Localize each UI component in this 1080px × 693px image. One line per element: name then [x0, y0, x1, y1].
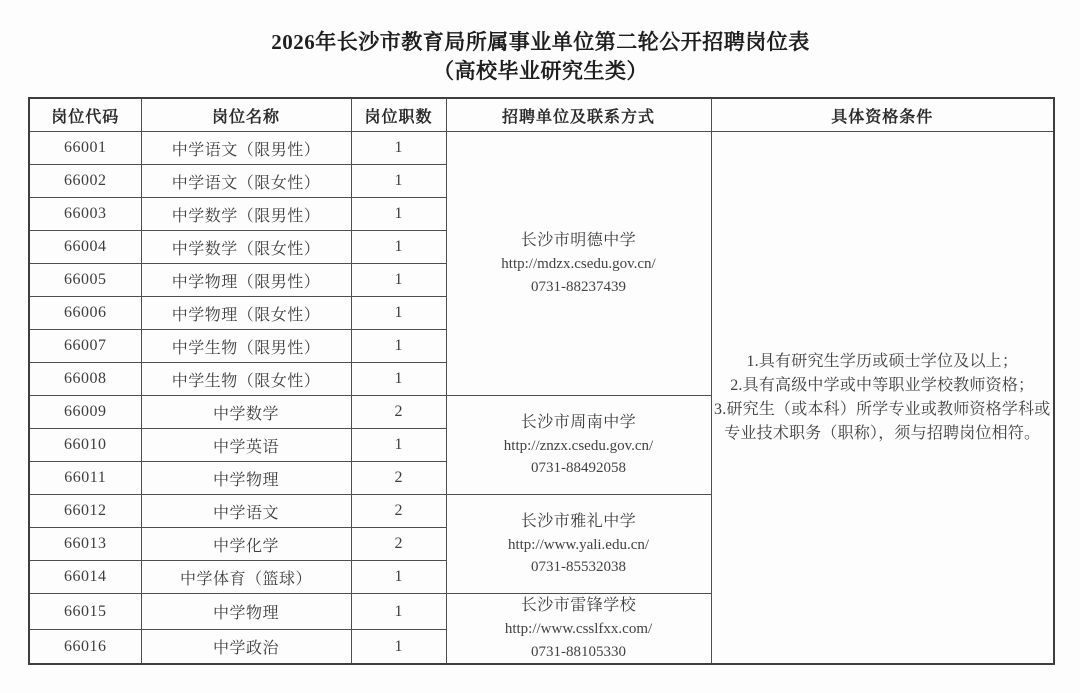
- unit-url: http://mdzx.csedu.gov.cn/: [501, 256, 656, 273]
- recruiting-unit-cell: [446, 594, 711, 665]
- position-count-cell: 1: [351, 363, 446, 396]
- position-name-cell: 中学数学（限女性）: [141, 231, 351, 264]
- unit-url: http://www.yali.edu.cn/: [507, 536, 650, 553]
- position-code-cell: 66003: [29, 198, 141, 231]
- document-subtitle: （高校毕业研究生类）: [433, 58, 648, 83]
- position-name-cell: 中学生物（限女性）: [141, 363, 351, 396]
- table-header-row: [29, 98, 1054, 132]
- unit-phone: 0731-88492058: [531, 460, 626, 477]
- position-name-cell: 中学体育（篮球）: [141, 561, 351, 594]
- position-code-cell: 66012: [29, 495, 141, 528]
- position-code-cell: 66009: [29, 396, 141, 429]
- unit-name: 长沙市雷锋学校: [520, 597, 637, 615]
- position-code-cell: 66005: [29, 264, 141, 297]
- position-code-cell: 66016: [29, 629, 141, 664]
- qualifications-cell: [711, 132, 1054, 665]
- position-count-cell: 1: [351, 594, 446, 629]
- unit-name: 长沙市明德中学: [520, 232, 637, 250]
- position-code-cell: 66004: [29, 231, 141, 264]
- position-name-cell: 中学物理: [141, 594, 351, 629]
- unit-phone: 0731-88105330: [531, 643, 626, 660]
- position-count-cell: 2: [351, 396, 446, 429]
- position-name-cell: 中学语文（限男性）: [141, 132, 351, 165]
- position-count-cell: 1: [351, 264, 446, 297]
- position-code-cell: 66002: [29, 165, 141, 198]
- unit-url: http://www.csslfxx.com/: [504, 621, 653, 638]
- qualification-line: 1.具有研究生学历或硕士学位及以上；: [746, 352, 1019, 370]
- position-code-cell: 66007: [29, 330, 141, 363]
- position-name-cell: 中学物理: [141, 462, 351, 495]
- col-header-recruiting-unit: 招聘单位及联系方式: [446, 98, 711, 132]
- position-name-cell: 中学语文（限女性）: [141, 165, 351, 198]
- position-code-cell: 66011: [29, 462, 141, 495]
- position-code-cell: 66008: [29, 363, 141, 396]
- unit-phone: 0731-85532038: [531, 559, 626, 576]
- position-code-cell: 66006: [29, 297, 141, 330]
- position-name-cell: 中学数学（限男性）: [141, 198, 351, 231]
- position-name-cell: 中学物理（限男性）: [141, 264, 351, 297]
- position-count-cell: 1: [351, 297, 446, 330]
- document-title: 2026年长沙市教育局所属事业单位第二轮公开招聘岗位表: [271, 30, 810, 54]
- position-code-cell: 66010: [29, 429, 141, 462]
- position-code-cell: 66014: [29, 561, 141, 594]
- unit-phone: 0731-88237439: [531, 278, 626, 295]
- position-count-cell: 2: [351, 495, 446, 528]
- position-count-cell: 1: [351, 330, 446, 363]
- position-name-cell: 中学政治: [141, 629, 351, 664]
- recruiting-unit-cell: [446, 396, 711, 495]
- col-header-position-code: 岗位代码: [29, 98, 141, 132]
- position-count-cell: 2: [351, 462, 446, 495]
- unit-name: 长沙市雅礼中学: [520, 512, 637, 530]
- recruiting-unit-cell: [446, 132, 711, 396]
- col-header-qualifications: 具体资格条件: [711, 98, 1054, 132]
- recruitment-positions-table: [28, 97, 1055, 666]
- unit-url: http://znzx.csedu.gov.cn/: [503, 437, 654, 454]
- table-row: [29, 132, 1054, 165]
- position-code-cell: 66013: [29, 528, 141, 561]
- unit-name: 长沙市周南中学: [520, 413, 637, 431]
- position-name-cell: 中学英语: [141, 429, 351, 462]
- position-code-cell: 66015: [29, 594, 141, 629]
- position-count-cell: 1: [351, 132, 446, 165]
- col-header-position-count: 岗位职数: [351, 98, 446, 132]
- position-name-cell: 中学语文: [141, 495, 351, 528]
- position-code-cell: 66001: [29, 132, 141, 165]
- col-header-position-name: 岗位名称: [141, 98, 351, 132]
- position-name-cell: 中学化学: [141, 528, 351, 561]
- position-name-cell: 中学数学: [141, 396, 351, 429]
- position-count-cell: 1: [351, 198, 446, 231]
- position-count-cell: 1: [351, 629, 446, 664]
- position-count-cell: 1: [351, 561, 446, 594]
- position-count-cell: 1: [351, 429, 446, 462]
- position-count-cell: 1: [351, 165, 446, 198]
- qualification-line: 3.研究生（或本科）所学专业或教师资格学科或专业技术职务（职称），须与招聘岗位相符。: [714, 400, 1051, 442]
- position-count-cell: 2: [351, 528, 446, 561]
- title-block: [28, 28, 1053, 86]
- recruiting-unit-cell: [446, 495, 711, 594]
- qualification-line: 2.具有高级中学或中等职业学校教师资格；: [730, 376, 1035, 394]
- position-name-cell: 中学生物（限男性）: [141, 330, 351, 363]
- position-count-cell: 1: [351, 231, 446, 264]
- position-name-cell: 中学物理（限女性）: [141, 297, 351, 330]
